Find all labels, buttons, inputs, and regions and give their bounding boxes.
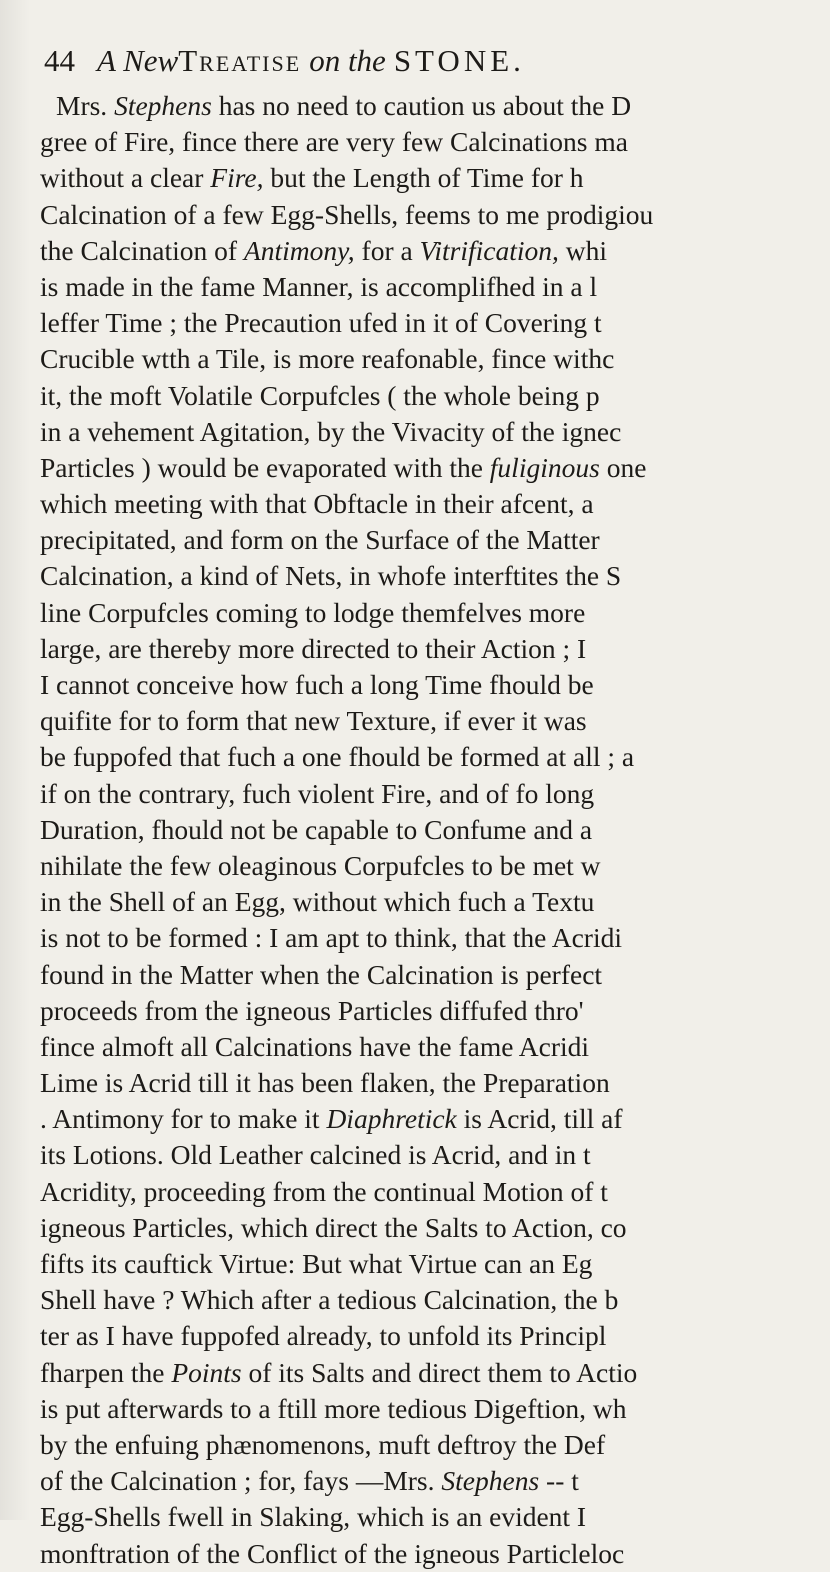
text-run: fifts its cauftick Virtue: But what Virtue can an Eg: [40, 1248, 593, 1279]
text-line: [40, 1427, 830, 1463]
text-run: it, the moft Volatile Corpufcles ( the whole being p: [40, 379, 600, 411]
text-run: is made in the fame Manner, is accomplifhed in a l: [40, 270, 598, 302]
text-line: [40, 1210, 830, 1246]
text-line: [40, 920, 830, 956]
text-run: igneous Particles, which direct the Salts to Action, co: [40, 1211, 627, 1243]
text-run: line Corpufcles coming to lodge themfelves more: [40, 596, 586, 628]
text-run: but the Length of Time for h: [263, 162, 584, 194]
text-run: Mrs.: [56, 90, 115, 121]
text-run: . Antimony for to make it: [40, 1103, 327, 1135]
text-run: has no need to caution us about the D: [211, 90, 632, 121]
text-line: [40, 450, 830, 486]
text-run: gree of Fire, fince there are very few Calcinations ma: [40, 126, 628, 158]
text-line: [40, 776, 830, 812]
text-run: Acridity, proceeding from the continual Motion of t: [40, 1175, 608, 1207]
text-line: [40, 233, 830, 269]
text-line: [40, 124, 830, 160]
text-run: precipitated, and form on the Surface of the Matter: [40, 524, 600, 556]
running-header: [44, 38, 804, 84]
text-line: [40, 1101, 830, 1137]
text-line: [40, 305, 830, 341]
text-line: [40, 558, 830, 594]
header-title-prefix: A New: [97, 43, 179, 78]
text-line: [40, 1029, 830, 1065]
text-line: [40, 88, 830, 124]
header-title-on-the: on the: [309, 43, 386, 78]
text-line: [40, 341, 830, 377]
text-line: [40, 160, 830, 196]
text-run: Calcination, a kind of Nets, in whofe interftites the S: [40, 560, 622, 592]
text-run: Crucible wtth a Tile, is more reafonable, fince withc: [40, 343, 615, 375]
text-line: [40, 1463, 830, 1499]
text-line: [40, 414, 830, 450]
text-run: Particles ) would be evaporated with the: [40, 451, 490, 483]
page-gutter-shadow: [0, 0, 30, 1520]
text-run: if on the contrary, fuch violent Fire, and of fo long: [40, 777, 595, 809]
text-run: by the enfuing phænomenons, muft deftroy the Def: [40, 1428, 606, 1460]
text-line: [40, 197, 830, 233]
text-line: [40, 1355, 830, 1391]
text-line: [40, 1318, 830, 1354]
text-run: is Acrid, till af: [456, 1103, 623, 1135]
text-run: one: [599, 451, 647, 483]
text-run: fince almoft all Calcinations have the fame Acridi: [40, 1030, 590, 1062]
text-line: [40, 522, 830, 558]
text-line: [40, 631, 830, 667]
text-run: without a clear: [40, 162, 211, 194]
text-line: [40, 993, 830, 1029]
italic-run: Stephens: [114, 90, 212, 121]
text-run: leffer Time ; the Precaution ufed in it of Covering t: [40, 307, 602, 339]
text-run: for a: [354, 234, 420, 266]
text-line: [40, 1536, 830, 1572]
text-run: fharpen the: [40, 1356, 172, 1388]
text-line: [40, 269, 830, 305]
text-run: monftration of the Conflict of the igneous Particleloc: [40, 1537, 625, 1569]
text-line: [40, 1065, 830, 1101]
text-line: [40, 667, 830, 703]
text-run: Duration, fhould not be capable to Confume and a: [40, 813, 593, 845]
text-run: its Lotions. Old Leather calcined is Acrid, and in t: [40, 1139, 591, 1171]
text-line: [40, 1137, 830, 1173]
text-run: Shell have ? Which after a tedious Calcination, the b: [40, 1284, 619, 1316]
italic-run: Diaphretick: [326, 1103, 457, 1135]
text-run: proceeds from the igneous Particles diffufed thro': [40, 994, 584, 1026]
italic-run: Points: [171, 1356, 242, 1388]
text-run: Calcination of a few Egg-Shells, feems to me prodigiou: [40, 198, 654, 230]
text-line: [40, 1174, 830, 1210]
text-run: Lime is Acrid till it has been flaken, the Preparation: [40, 1067, 610, 1099]
text-run: ter as I have fuppofed already, to unfold its Principl: [40, 1320, 607, 1352]
text-line: [40, 812, 830, 848]
page-number: 44: [44, 43, 75, 78]
text-run: found in the Matter when the Calcination is perfect: [40, 958, 603, 990]
italic-run: Stephens: [441, 1465, 540, 1497]
text-run: Egg-Shells fwell in Slaking, which is an evident I: [40, 1501, 587, 1533]
text-run: whi: [558, 234, 607, 266]
text-run: nihilate the few oleaginous Corpufcles to be met w: [40, 849, 601, 881]
text-line: [40, 1499, 830, 1535]
header-title-subject: STONE.: [393, 43, 525, 78]
text-line: [40, 884, 830, 920]
body-text: [40, 88, 830, 1572]
text-line: [40, 595, 830, 631]
text-run: large, are thereby more directed to their Action ; I: [40, 632, 587, 664]
text-run: is not to be formed : I am apt to think, that the Acridi: [40, 922, 622, 954]
text-run: be fuppofed that fuch a one fhould be formed at all ; a: [40, 741, 635, 773]
italic-run: fuliginous: [489, 451, 600, 483]
italic-run: Vitrification,: [419, 234, 559, 266]
text-run: -- t: [539, 1465, 579, 1497]
text-line: [40, 703, 830, 739]
text-line: [40, 1391, 830, 1427]
text-line: [40, 486, 830, 522]
text-run: is put afterwards to a ftill more tedious Digeftion, wh: [40, 1392, 627, 1424]
text-run: in a vehement Agitation, by the Vivacity of the ignec: [40, 415, 622, 447]
text-run: of the Calcination ; for, fays —Mrs.: [40, 1465, 442, 1497]
text-line: [40, 1282, 830, 1318]
text-line: [40, 1246, 830, 1282]
header-title-main: Treatise: [178, 43, 302, 78]
text-run: quifite for to form that new Texture, if ever it was: [40, 705, 587, 737]
text-run: of its Salts and direct them to Actio: [241, 1356, 638, 1388]
text-line: [40, 739, 830, 775]
text-run: the Calcination of: [40, 234, 244, 266]
text-run: I cannot conceive how fuch a long Time fhould be: [40, 669, 594, 700]
text-line: [40, 957, 830, 993]
text-run: in the Shell of an Egg, without which fuch a Textu: [40, 886, 595, 918]
text-line: [40, 848, 830, 884]
italic-run: Antimony,: [243, 234, 355, 266]
text-line: [40, 378, 830, 414]
italic-run: Fire,: [210, 162, 264, 194]
text-run: which meeting with that Obftacle in their afcent, a: [40, 488, 594, 520]
